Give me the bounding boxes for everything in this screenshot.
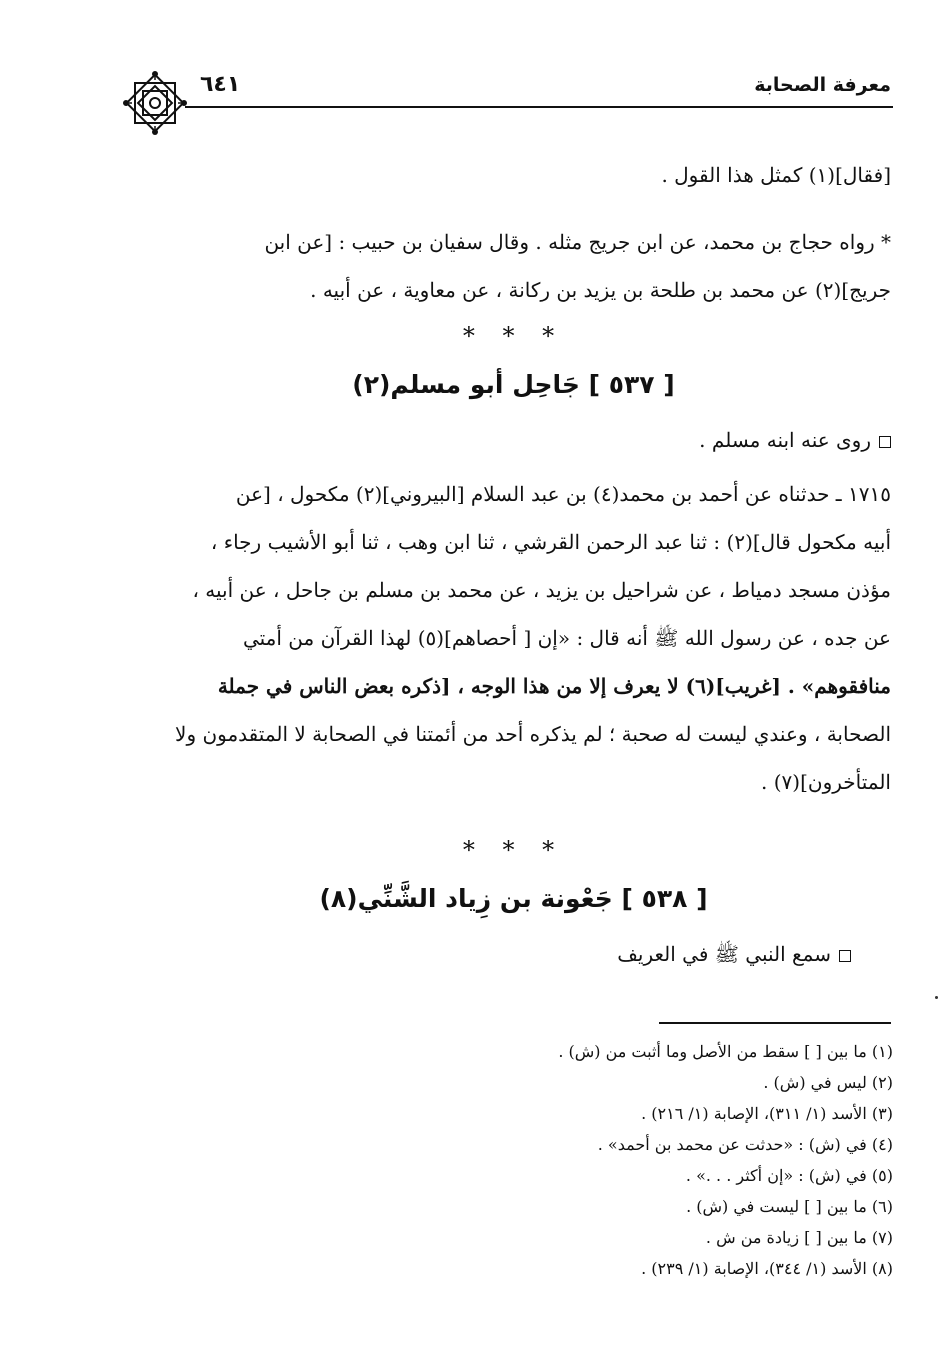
entry-537-note-text: روى عنه ابنه مسلم . (699, 428, 871, 452)
square-bullet-icon (839, 950, 851, 962)
footnote-1: (١) ما بين [ ] سقط من الأصل وما أثبت من (ش) . (558, 1042, 893, 1061)
entry-538-note (136, 930, 891, 978)
footnote-7: (٧) ما بين [ ] زيادة من ش . (705, 1228, 893, 1247)
hadith-line-6: الصحابة ، وعندي ليست له صحبة ؛ لم يذكره أحد من أئمتنا في الصحابة لا المتقدمون ولا (175, 722, 891, 746)
paragraph-riwaya-line-2: جريج](٢) عن محمد بن طلحة بن يزيد بن ركانة ، عن معاوية ، عن أبيه . (310, 278, 891, 302)
hadith-line-1: ١٧١٥ ـ حدثناه عن أحمد بن محمد(٤) بن عبد السلام [البيروني](٢) مكحول ، [عن (235, 482, 891, 506)
hadith-line-4: عن جده ، عن رسول الله ﷺ أنه قال : «إن [ أحصاهم](٥) لهذا القرآن من أمتي (242, 626, 891, 650)
hadith-line-3: مؤذن مسجد دمياط ، عن شراحيل بن يزيد ، عن محمد بن مسلم بن جاحل ، عن أبيه ، (192, 578, 891, 602)
scan-speck (935, 996, 938, 999)
hadith-line-2: أبيه مكحول قال](٢) : ثنا عبد الرحمن القرشي ، ثنا ابن وهب ، ثنا أبو الأشيب رجاء ، (210, 530, 891, 554)
footnote-6: (٦) ما بين [ ] ليست في (ش) . (686, 1197, 893, 1216)
running-title: معرفة الصحابة (754, 74, 891, 96)
entry-538-title: [ ٥٣٨ ] جَعْونة بن زِياد الشَّنِّي(٨) (319, 884, 708, 913)
hadith-line-5: منافقوهم» . [غريب](٦) لا يعرف إلا من هذا الوجه ، [ذكره بعض الناس في جملة (217, 674, 891, 698)
footnote-4: (٤) في (ش) : «حدثت عن محمد بن أحمد» . (597, 1135, 893, 1154)
entry-538-note-text: سمع النبي ﷺ في العريف (617, 942, 831, 966)
paragraph-riwaya-line-1: * رواه حجاج بن محمد، عن ابن جريج مثله . وقال سفيان بن حبيب : [عن ابن (264, 230, 891, 254)
header-rule (185, 106, 893, 108)
main-text (136, 150, 891, 978)
square-bullet-icon (879, 436, 891, 448)
entry-537-note (136, 416, 891, 464)
hadith-line-7: المتأخرون](٧) . (761, 770, 891, 794)
footnote-8: (٨) الأسد (١/ ٣٤٤)، الإصابة (١/ ٢٣٩) . (641, 1259, 893, 1278)
footnote-5: (٥) في (ش) : «إن أكثر . . .» . (685, 1166, 893, 1185)
section-separator: * * * (462, 322, 565, 350)
ornament-star-icon (120, 68, 190, 138)
paragraph-fqal: [فقال](١) كمثل هذا القول . (661, 163, 891, 187)
footnote-3: (٣) الأسد (١/ ٣١١)، الإصابة (١/ ٢١٦) . (641, 1104, 893, 1123)
page-number: ٦٤١ (200, 72, 241, 97)
section-separator-2: * * * (462, 836, 565, 864)
footnote-rule (659, 1022, 891, 1024)
footnotes (200, 1036, 893, 1284)
entry-537-title: [ ٥٣٧ ] جَاحِل أبو مسلم(٢) (352, 370, 675, 399)
footnote-2: (٢) ليس في (ش) . (763, 1073, 893, 1092)
